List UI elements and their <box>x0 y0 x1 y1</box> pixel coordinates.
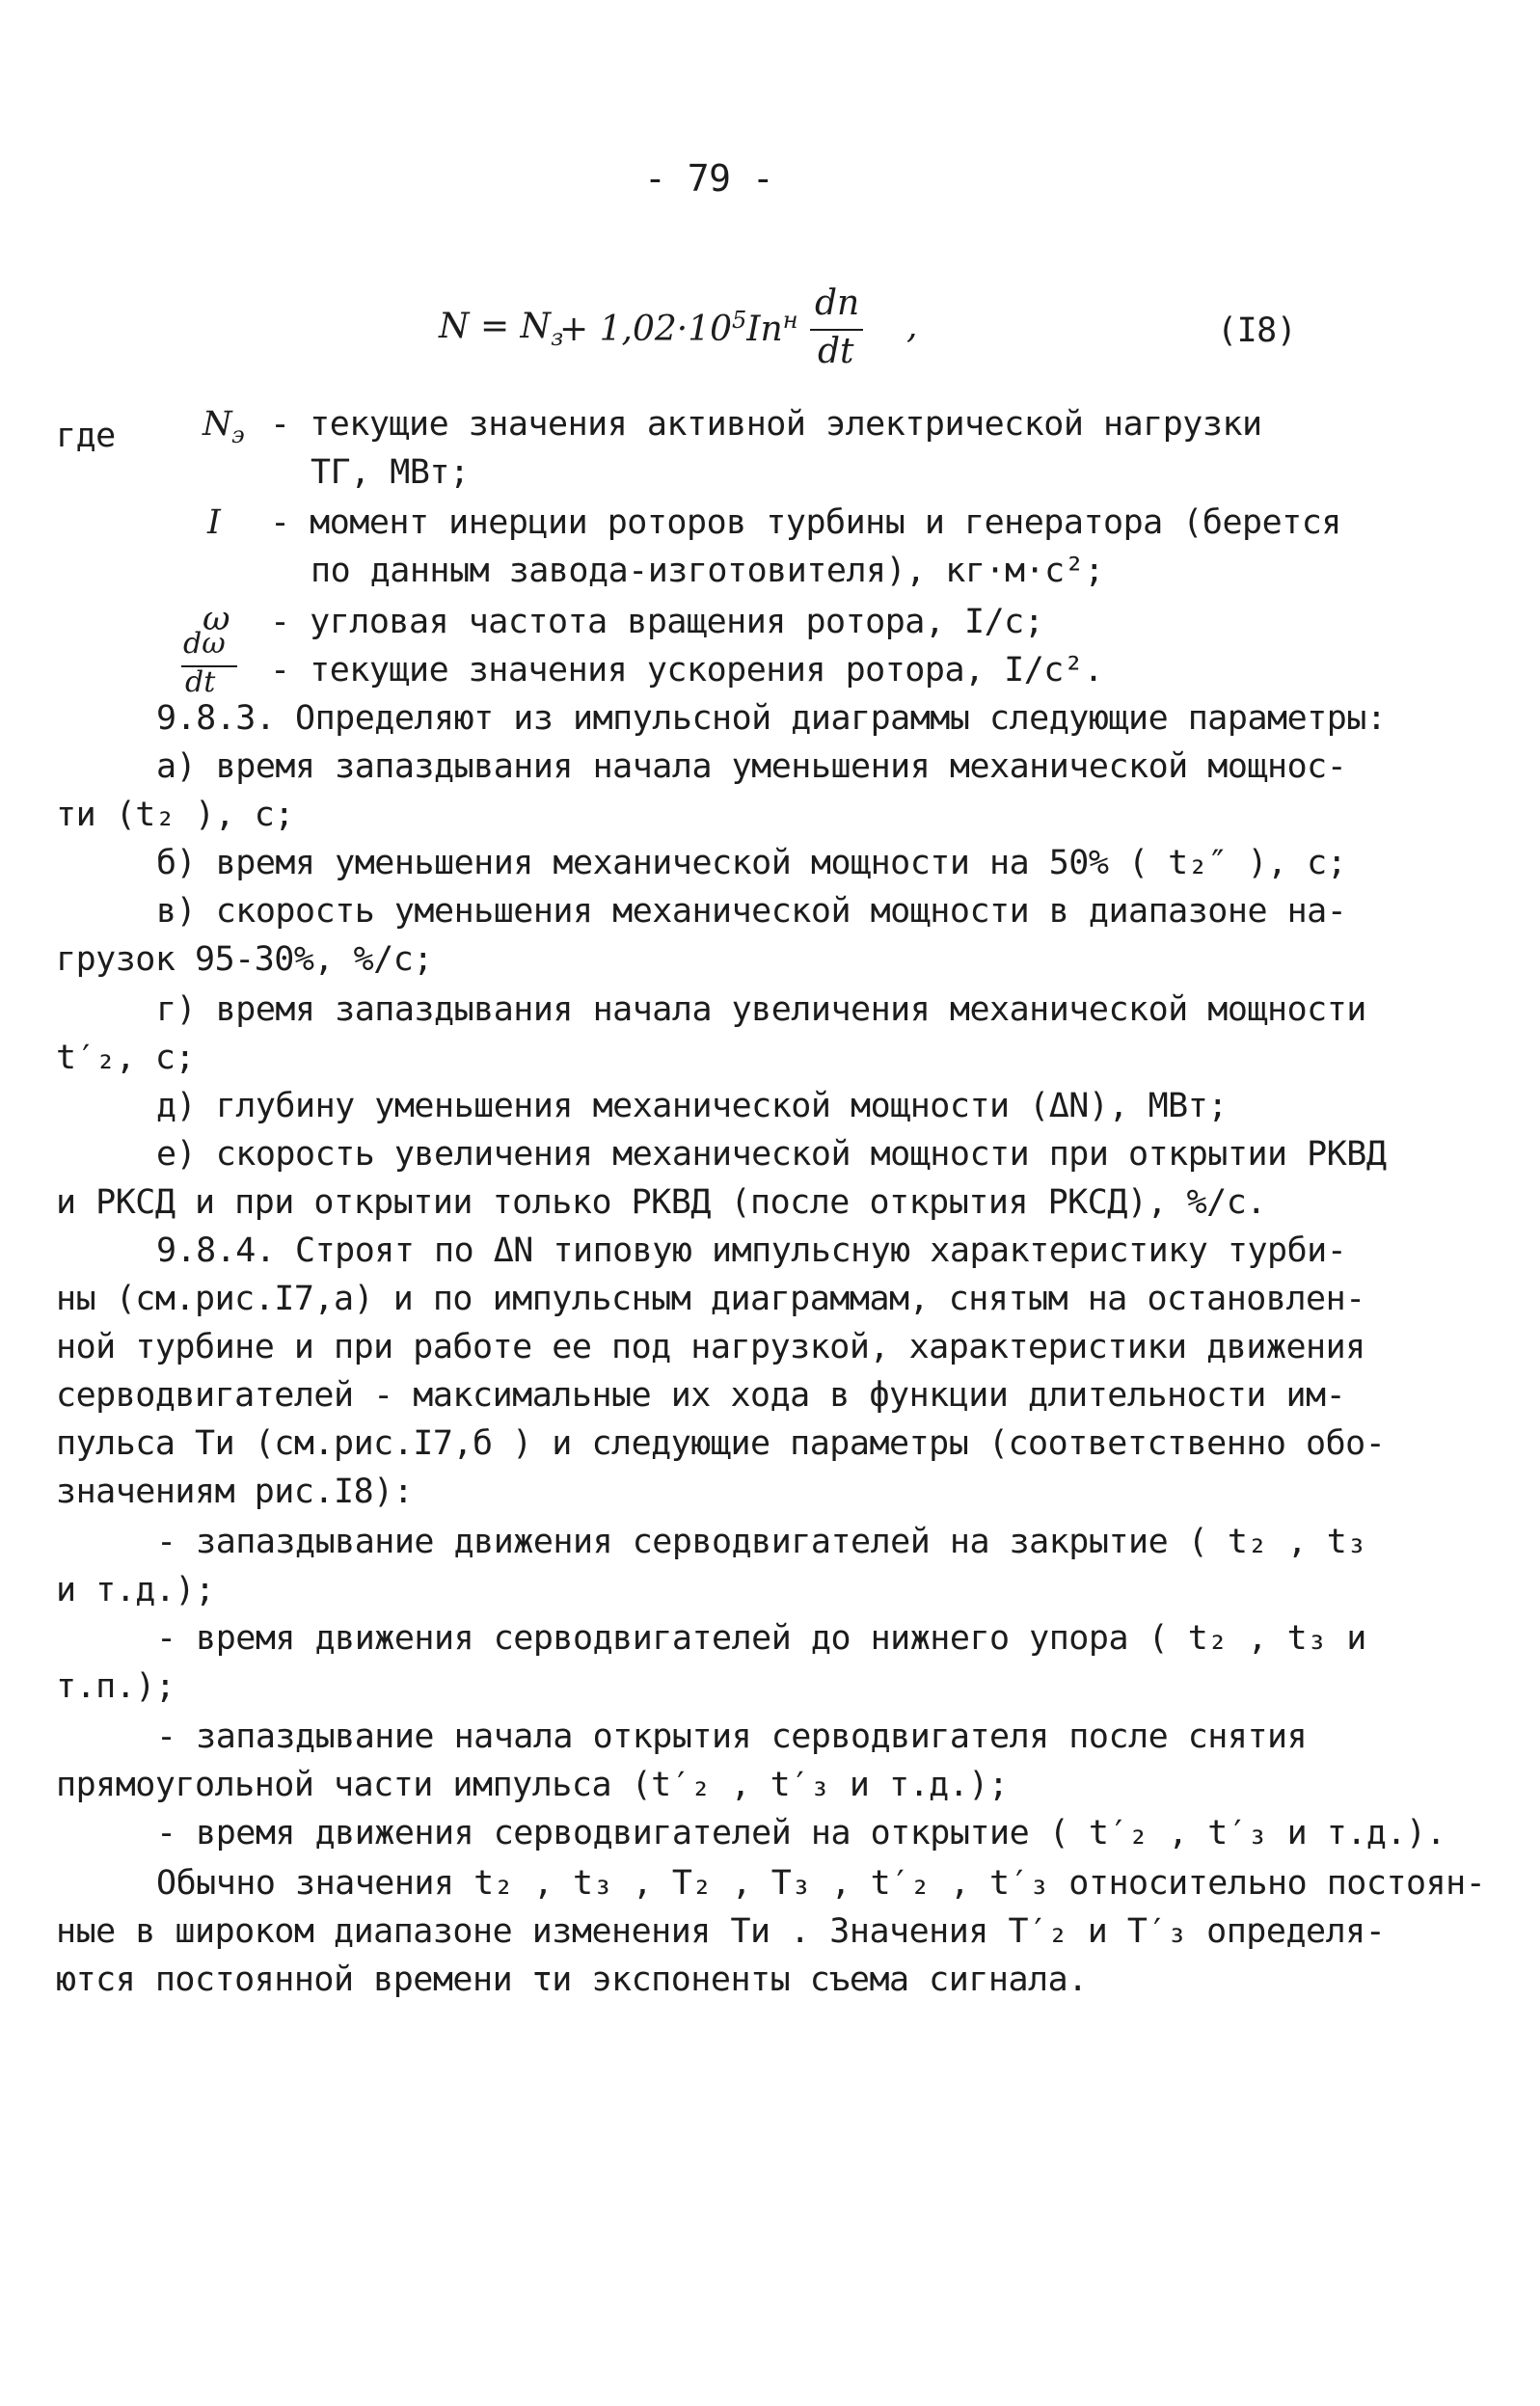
def-symbol-i: I <box>207 503 221 542</box>
item-b: б) время уменьшения механической мощности на 50% ( t₂″ ), с; <box>156 844 1347 882</box>
item-v-line1: в) скорость уменьшения механической мощности в диапазоне на- <box>156 892 1347 931</box>
param-1-line2: и т.д.); <box>56 1571 215 1609</box>
fraction-bar <box>810 329 863 331</box>
param-3-line2: прямоугольной части импульса (t′₂ , t′₃ и т.д.); <box>56 1766 1009 1804</box>
formula-denominator: dt <box>818 332 854 371</box>
def-cont-i: по данным завода-изготовителя), кг·м·с²; <box>311 552 1104 590</box>
param-2-line1: - время движения серводвигателей до нижнего упора ( t₂ , t₃ и <box>156 1619 1366 1658</box>
final-para-line1: Обычно значения t₂ , t₃ , T₂ , T₃ , t′₂ , t′₃ относительно постоян- <box>156 1864 1486 1903</box>
item-e-line2: и РКСД и при открытии только РКВД (после открытия РКСД), %/с. <box>56 1183 1266 1222</box>
final-para-line2: ные в широком диапазоне изменения Tи . Значения T′₂ и T′₃ определя- <box>56 1912 1386 1951</box>
item-g-line2: t′₂, с; <box>56 1039 196 1077</box>
def-text-omega: - угловая частота вращения ротора, I/с; <box>270 603 1044 641</box>
item-d: д) глубину уменьшения механической мощности (ΔN), МВт; <box>156 1087 1228 1125</box>
section-9-8-4-line4: серводвигателей - максимальные их хода в функции длительности им- <box>56 1376 1346 1415</box>
final-para-line3: ются постоянной времени τи экспоненты съема сигнала. <box>56 1960 1088 1999</box>
item-a-line1: а) время запаздывания начала уменьшения механической мощнос- <box>156 747 1347 786</box>
def-symbol-domega-den: dt <box>185 665 216 699</box>
item-g-line1: г) время запаздывания начала увеличения механической мощности <box>156 990 1366 1029</box>
section-9-8-4-line5: пульса Tи (см.рис.I7,б ) и следующие параметры (соответственно обо- <box>56 1424 1386 1463</box>
def-text-domega: - текущие значения ускорения ротора, I/с². <box>270 651 1104 689</box>
formula-term: + $1,02\cdot 10^5In^н$ <box>559 307 798 349</box>
page-number: - 79 - <box>644 157 774 200</box>
def-text-ne: - текущие значения активной электрической нагрузки <box>270 405 1262 444</box>
param-3-line1: - запаздывание начала открытия серводвигателя после снятия <box>156 1717 1308 1756</box>
section-9-8-4-line1: 9.8.4. Строят по ΔN типовую импульсную характеристику турби- <box>156 1231 1347 1270</box>
section-9-8-4-line3: ной турбине и при работе ее под нагрузкой, характеристики движения <box>56 1328 1365 1366</box>
section-9-8-4-line2: ны (см.рис.I7,а) и по импульсным диаграммам, снятым на остановлен- <box>56 1280 1365 1318</box>
def-symbol-ne: $N_э$ <box>203 405 245 448</box>
def-cont-ne: ТГ, МВт; <box>311 453 470 492</box>
section-9-8-3-intro: 9.8.3. Определяют из импульсной диаграммы следующие параметры: <box>156 699 1387 738</box>
def-symbol-domega-num: dω <box>183 627 226 661</box>
param-1-line1: - запаздывание движения серводвигателей на закрытие ( t₂ , t₃ <box>156 1523 1366 1561</box>
section-9-8-4-line6: значениям рис.I8): <box>56 1473 414 1511</box>
def-symbol-omega: ω <box>203 600 230 638</box>
formula-lhs: $N = N_з$ <box>439 307 564 352</box>
def-text-i: - момент инерции роторов турбины и генератора (берется <box>270 503 1341 542</box>
param-4: - время движения серводвигателей на открытие ( t′₂ , t′₃ и т.д.). <box>156 1814 1446 1852</box>
formula-18 <box>439 284 940 376</box>
formula-numerator: dn <box>815 284 860 323</box>
equation-number: (I8) <box>1217 311 1297 350</box>
item-v-line2: грузок 95-30%, %/с; <box>56 940 433 979</box>
formula-comma: , <box>906 307 918 346</box>
where-label: где <box>56 417 116 455</box>
param-2-line2: т.п.); <box>56 1667 176 1706</box>
item-a-line2: ти (t₂ ), с; <box>56 796 294 834</box>
item-e-line1: е) скорость увеличения механической мощности при открытии РКВД <box>156 1135 1387 1174</box>
